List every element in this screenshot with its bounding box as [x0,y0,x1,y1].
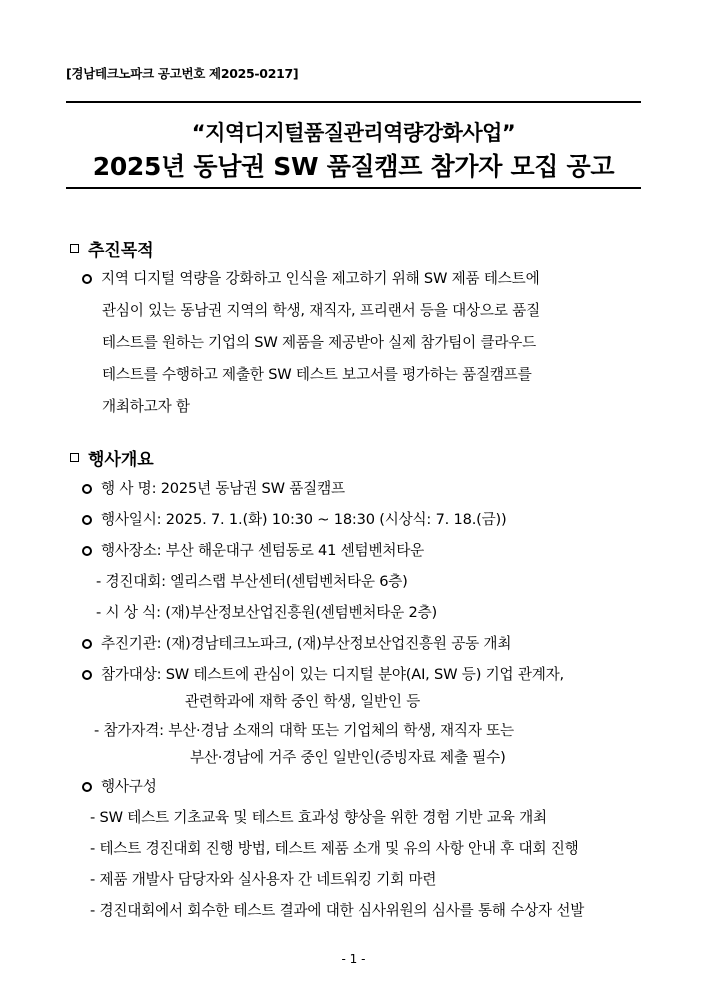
title-line-1: “지역디지털품질관리역량강화사업” [191,121,516,145]
target-text: 참가대상: SW 테스트에 관심이 있는 디지털 분야(AI, SW 등) 기업 관계자, [101,666,564,683]
circle-bullet-icon [82,670,92,680]
purpose-line: 개최하고자 함 [102,398,190,415]
organizer-line [82,632,511,653]
page-number: - 1 - [341,952,366,966]
circle-bullet-icon [82,484,92,494]
event-name-text: 행 사 명: 2025년 동남권 SW 품질캠프 [101,480,345,497]
circle-bullet-icon [82,274,92,284]
organizer-text: 추진기관: (재)경남테크노파크, (재)부산정보산업진흥원 공동 개최 [101,635,512,652]
square-bullet-icon [70,453,79,462]
circle-bullet-icon [82,546,92,556]
notice-number: [경남테크노파크 공고번호 제2025-0217] [66,66,299,81]
composition-label-line [82,775,157,796]
purpose-text: 지역 디지털 역량을 강화하고 인식을 제고하기 위해 SW 제품 테스트에 [101,270,540,287]
composition-label: 행사구성 [101,778,157,795]
purpose-line: 테스트를 원하는 기업의 SW 제품을 제공받아 실제 참가팀이 클라우드 [102,334,537,351]
event-venue-line [82,539,424,560]
section-heading-purpose [70,236,154,261]
venue-contest-line: - 경진대회: 엘리스랩 부산센터(센텀벤처타운 6층) [96,573,408,590]
circle-bullet-icon [82,515,92,525]
event-date-line [82,508,507,529]
section-heading-label: 추진목적 [88,241,154,261]
qualification-line-cont: 부산·경남에 거주 중인 일반인(증빙자료 제출 필수) [190,749,506,766]
circle-bullet-icon [82,639,92,649]
composition-item: - 제품 개발사 담당자와 실사용자 간 네트워킹 기회 마련 [90,871,437,888]
purpose-line: 테스트를 수행하고 제출한 SW 테스트 보고서를 평가하는 품질캠프를 [102,366,532,383]
section-heading-label: 행사개요 [88,450,154,470]
composition-item: - 경진대회에서 회수한 테스트 결과에 대한 심사위원의 심사를 통해 수상자 선발 [90,902,585,919]
purpose-line: 관심이 있는 동남권 지역의 학생, 재직자, 프리랜서 등을 대상으로 품질 [102,302,540,319]
target-line-cont: 관련학과에 재학 중인 학생, 일반인 등 [185,693,421,710]
purpose-line [82,267,539,288]
square-bullet-icon [70,244,79,253]
title-box [66,101,641,189]
circle-bullet-icon [82,782,92,792]
event-name-line [82,477,345,498]
event-date-text: 행사일시: 2025. 7. 1.(화) 10:30 ~ 18:30 (시상식: 7. 18.(금)) [101,511,507,528]
qualification-line: - 참가자격: 부산·경남 소재의 대학 또는 기업체의 학생, 재직자 또는 [94,722,514,739]
event-venue-text: 행사장소: 부산 해운대구 센텀동로 41 센텀벤처타운 [101,542,425,559]
section-heading-overview [70,445,154,470]
venue-award-line: - 시 상 식: (재)부산정보산업진흥원(센텀벤처타운 2층) [96,604,437,621]
title-line-2: 2025년 동남권 SW 품질캠프 참가자 모집 공고 [92,152,615,181]
target-line [82,663,564,684]
composition-item: - SW 테스트 기초교육 및 테스트 효과성 향상을 위한 경험 기반 교육 개최 [90,809,547,826]
composition-item: - 테스트 경진대회 진행 방법, 테스트 제품 소개 및 유의 사항 안내 후 대회 진행 [90,840,579,857]
